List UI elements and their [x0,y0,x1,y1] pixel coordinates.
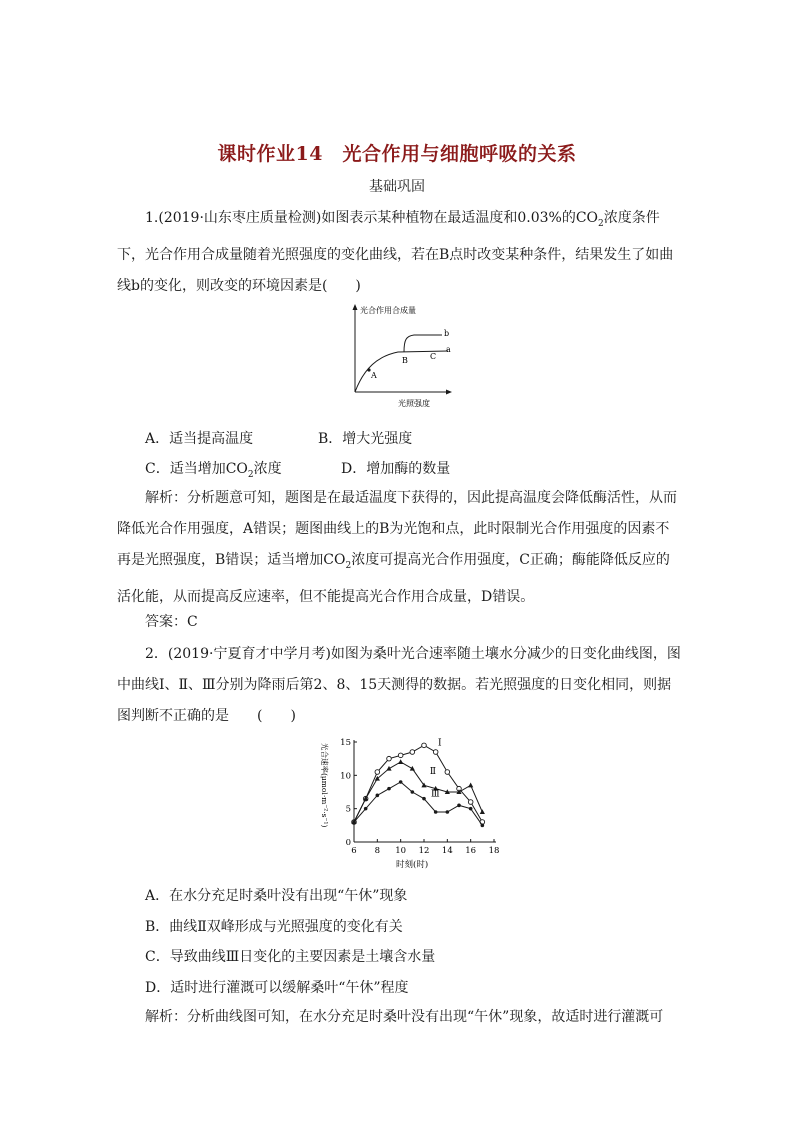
q2-point-s1-7 [433,750,438,755]
q2-y-tick-label-1: 5 [345,804,351,815]
q2-point-s3-2 [376,794,380,798]
page-title: 课时作业14 光合作用与细胞呼吸的关系 [217,143,577,165]
q2-x-tick-label-4: 14 [441,846,453,856]
q2-point-s1-10 [468,800,473,805]
q1-option-c-text-b: 浓度 [253,461,282,477]
q2-point-s2-10 [468,783,473,788]
q2-series-label-2: Ⅱ [429,767,436,777]
q1-point-a-label: A [371,371,377,380]
q2-option-a: A．在水分充足时桑叶没有出现“午休”现象 [145,888,408,904]
q2-y-tick-label-3: 15 [340,738,351,748]
q2-chart [318,735,508,875]
q2-point-s3-8 [446,810,450,814]
q2-point-s3-0 [352,820,356,824]
q2-series-label-1: Ⅰ [438,738,442,749]
q2-point-s3-3 [387,787,391,791]
q2-y-label: 光合速率(μmol·m⁻²·s⁻¹) [320,743,329,828]
q1-option-c-subscript: 2 [247,469,254,480]
q2-point-s1-3 [387,756,392,761]
q1-x-label: 光照强度 [398,399,430,408]
q2-point-s3-5 [411,790,415,794]
q2-x-tick-label-0: 6 [351,846,357,856]
q2-x-tick-label-3: 12 [418,846,430,856]
q2-point-s1-6 [422,743,427,748]
q1-curve-a-label: a [446,345,451,354]
q2-option-c: C．导致曲线Ⅲ日变化的主要因素是土壤含水量 [145,949,436,965]
q2-point-s2-5 [410,766,415,771]
q1-analysis-subscript: 2 [345,560,352,571]
q2-point-s3-7 [434,810,438,814]
q1-option-b: B．增大光强度 [318,431,413,447]
q2-series-label-3: Ⅲ [431,789,440,800]
q1-curve-b [404,335,442,352]
q2-option-b: B．曲线Ⅱ双峰形成与光照强度的变化有关 [145,919,403,935]
q1-analysis-text-a: 解析：分析题意可知，题图是在最适温度下获得的，因此提高温度会降低酶活性，从而降低光合作用强度，A错误；题图曲线上的B为光饱和点，此时限制光合作用强度的因素不再是光照强度，B错误；适当增加CO [117,490,677,568]
q2-point-s2-11 [480,809,485,814]
q1-curve-b-label: b [444,329,450,338]
q1-analysis-text-b: 浓度可提高光合作用强度，C正确；酶能降低反应的活化能，从而提高反应速率，但不能提高光合作用合成量，D错误。 [117,552,670,605]
q1-answer: 答案：C [145,614,198,630]
q2-stem: 2．(2019·宁夏育才中学月考)如图为桑叶光合速率随土壤水分减少的日变化曲线图，图中曲线Ⅰ、Ⅱ、Ⅲ分别为降雨后第2、8、15天测得的数据。若光照强度的日变化相同，则据图判断不正确的是 ( ) [117,646,681,724]
q2-point-s2-4 [398,759,403,764]
q1-y-arrow [353,304,358,310]
q2-y-tick-label-2: 10 [340,771,351,782]
q1-x-arrow [446,390,452,395]
q1-option-d: D．增加酶的数量 [341,461,451,477]
q2-point-s1-5 [410,750,415,755]
q2-x-tick-label-2: 10 [395,846,407,856]
q2-point-s3-6 [422,797,426,801]
q2-point-s3-10 [469,807,473,811]
q2-x-tick-label-6: 18 [488,846,500,856]
q2-x-tick-label-1: 8 [374,846,381,856]
q2-series-line-2 [354,762,482,822]
q2-series-line-1 [354,745,482,822]
q2-point-s3-1 [364,807,368,811]
q2-option-d: D．适时进行灌溉可以缓解桑叶“午休”程度 [145,980,409,996]
q1-stem-subscript: 2 [598,218,604,229]
q2-x-tick-label-5: 16 [465,846,477,856]
q1-point-c-label: C [430,352,437,361]
q2-point-s3-4 [399,780,403,784]
q2-point-s1-8 [445,770,450,775]
q2-point-s3-11 [481,824,485,828]
q1-option-c [145,458,282,480]
q1-stem-text-a: 1.(2019·山东枣庄质量检测)如图表示某种植物在最适温度和0.03%的CO [145,210,599,226]
q1-option-c-text-a: C．适当增加CO [145,461,248,477]
q2-point-s3-9 [457,804,461,808]
q1-option-a: A．适当提高温度 [145,431,254,447]
q2-y-tick-label-0: 0 [345,838,351,848]
q1-stem [117,203,683,302]
q1-figure [340,300,480,412]
q1-point-b-label: B [402,356,408,365]
q2-point-s1-2 [375,770,380,775]
q1-y-label: 光合作用合成量 [360,306,416,315]
q1-analysis [117,483,683,613]
q2-series-line-3 [354,782,482,825]
q2-point-s1-4 [398,753,403,758]
q2-analysis: 解析：分析曲线图可知，在水分充足时桑叶没有出现“午休”现象，故适时进行灌溉可 [145,1009,664,1025]
q2-point-s2-3 [386,766,391,771]
q2-x-label: 时刻(时) [396,860,429,870]
q1-stem-text-b: 浓度条件下，光合作用合成量随着光照强度的变化曲线，若在B点时改变某种条件，结果发生了如曲线b的变化，则改变的环境因素是( ) [117,210,674,294]
section-heading: 基础巩固 [369,179,425,195]
